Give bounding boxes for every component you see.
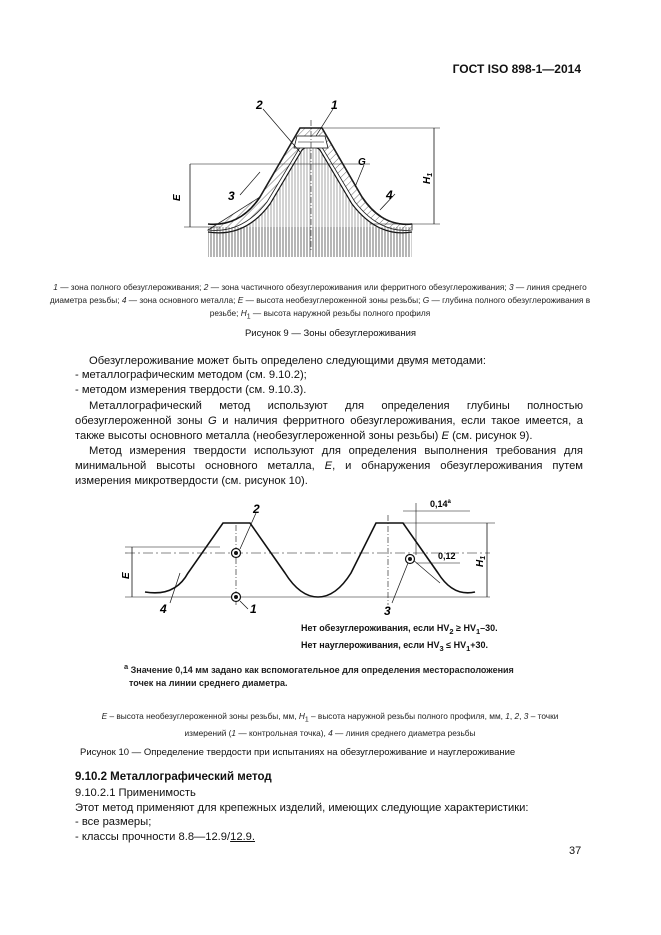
fig10-dim-014-note: a [447, 499, 451, 505]
fig10-title: Рисунок 10 — Определение твердости при испытаниях на обезуглероживание и науглероживание [80, 747, 516, 758]
fig9-label-2: 2 [256, 98, 263, 112]
paragraph-metallographic: Металлографический метод используют для определения глубины полностью обезуглероженной зоны G и наличия ферритного обезуглероживания, если такое имеется, а также высоты основного металла (необезуглероженной зоны резьбы) E (см. рисунок 9). [75, 400, 583, 442]
fig9-label-3: 3 [228, 189, 235, 203]
fig9-label-G: G [358, 157, 366, 168]
list-item-hardness: - методом измерения твердости (см. 9.10.3). [75, 384, 307, 396]
paragraph-methods: Обезуглероживание может быть определено следующими двумя методами: [89, 355, 486, 367]
svg-text:0,14a [430, 499, 452, 509]
fig9-label-E: E [172, 194, 183, 201]
figure-9-diagram [150, 92, 440, 262]
fig10-condition-carb: Нет науглероживания, если $HV_3 \le HV_1+30$. [301, 640, 489, 653]
fig10-label-E: E [121, 572, 132, 579]
section-list-item-sizes: - все размеры; [75, 816, 152, 828]
svg-text:H1 [475, 556, 487, 567]
fig10-label-1: 1 [250, 602, 257, 616]
fig10-legend: E – высота необезуглероженной зоны резьбы, мм, $H_1$ – высота наружной резьбы полного профиля, мм, 1, 2, 3 – точки измерений (1 — контрольная точка), 4 — линия среднего диаметра резьбы [101, 711, 559, 738]
fig9-title: Рисунок 9 — Зоны обезуглероживания [244, 328, 417, 339]
fig10-label-H-sub: 1 [480, 555, 487, 560]
fig10-dim-012: 0,12 [438, 551, 456, 561]
section-heading: 9.10.2 Металлографический метод [75, 771, 272, 783]
section-paragraph: Этот метод применяют для крепежных изделий, имеющих следующие характеристики: [75, 802, 529, 814]
fig10-dim-014: 0,14 [430, 499, 448, 509]
fig9-label-H1: H [422, 176, 433, 184]
fig10-label-2: 2 [253, 502, 260, 516]
page-number: 37 [569, 845, 582, 857]
fig10-label-H: H [475, 559, 486, 567]
fig9-label-4: 4 [386, 188, 393, 202]
fig10-footnote: $^a$ Значение 0,14 мм задано как вспомогательное для определения месторасположения точек на линии среднего диаметра. [124, 662, 514, 688]
section-list-item-classes: - классы прочности 8.8—12.9/12.9. [75, 831, 256, 843]
svg-text:H1 [422, 173, 434, 184]
fig9-label-1: 1 [331, 98, 338, 112]
fig10-label-4: 4 [160, 602, 167, 616]
document-header: ГОСТ ISO 898-1—2014 [452, 62, 581, 76]
fig9-label-H1-sub: 1 [427, 172, 434, 177]
fig10-condition-decarb: Нет обезуглероживания, если $HV_2 \ge HV_1-30$. [301, 623, 498, 636]
subsection-heading: 9.10.2.1 Применимость [75, 787, 196, 799]
list-item-metallographic: - металлографическим методом (см. 9.10.2); [75, 369, 307, 381]
paragraph-hardness: Метод измерения твердости используют для определения выполнения требования для минимальной высоты основного металла, E, и обнаружения обезуглероживания путем измерения микротвердости (см. рисунок 10). [75, 445, 583, 487]
fig9-legend: 1 — зона полного обезуглероживания; 2 — зона частичного обезуглероживания или ферритного обезуглероживания; 3 — линия среднего диаметра резьбы; 4 — зона основного металла; E — высота необезуглероженной зоны резьбы; G — глубина полного обезуглероживания в резьбе; $H_1$ — высота наружной резьбы полного профиля [49, 282, 591, 321]
class-link[interactable]: 12.9. [230, 831, 256, 843]
fig10-label-3: 3 [384, 604, 391, 618]
